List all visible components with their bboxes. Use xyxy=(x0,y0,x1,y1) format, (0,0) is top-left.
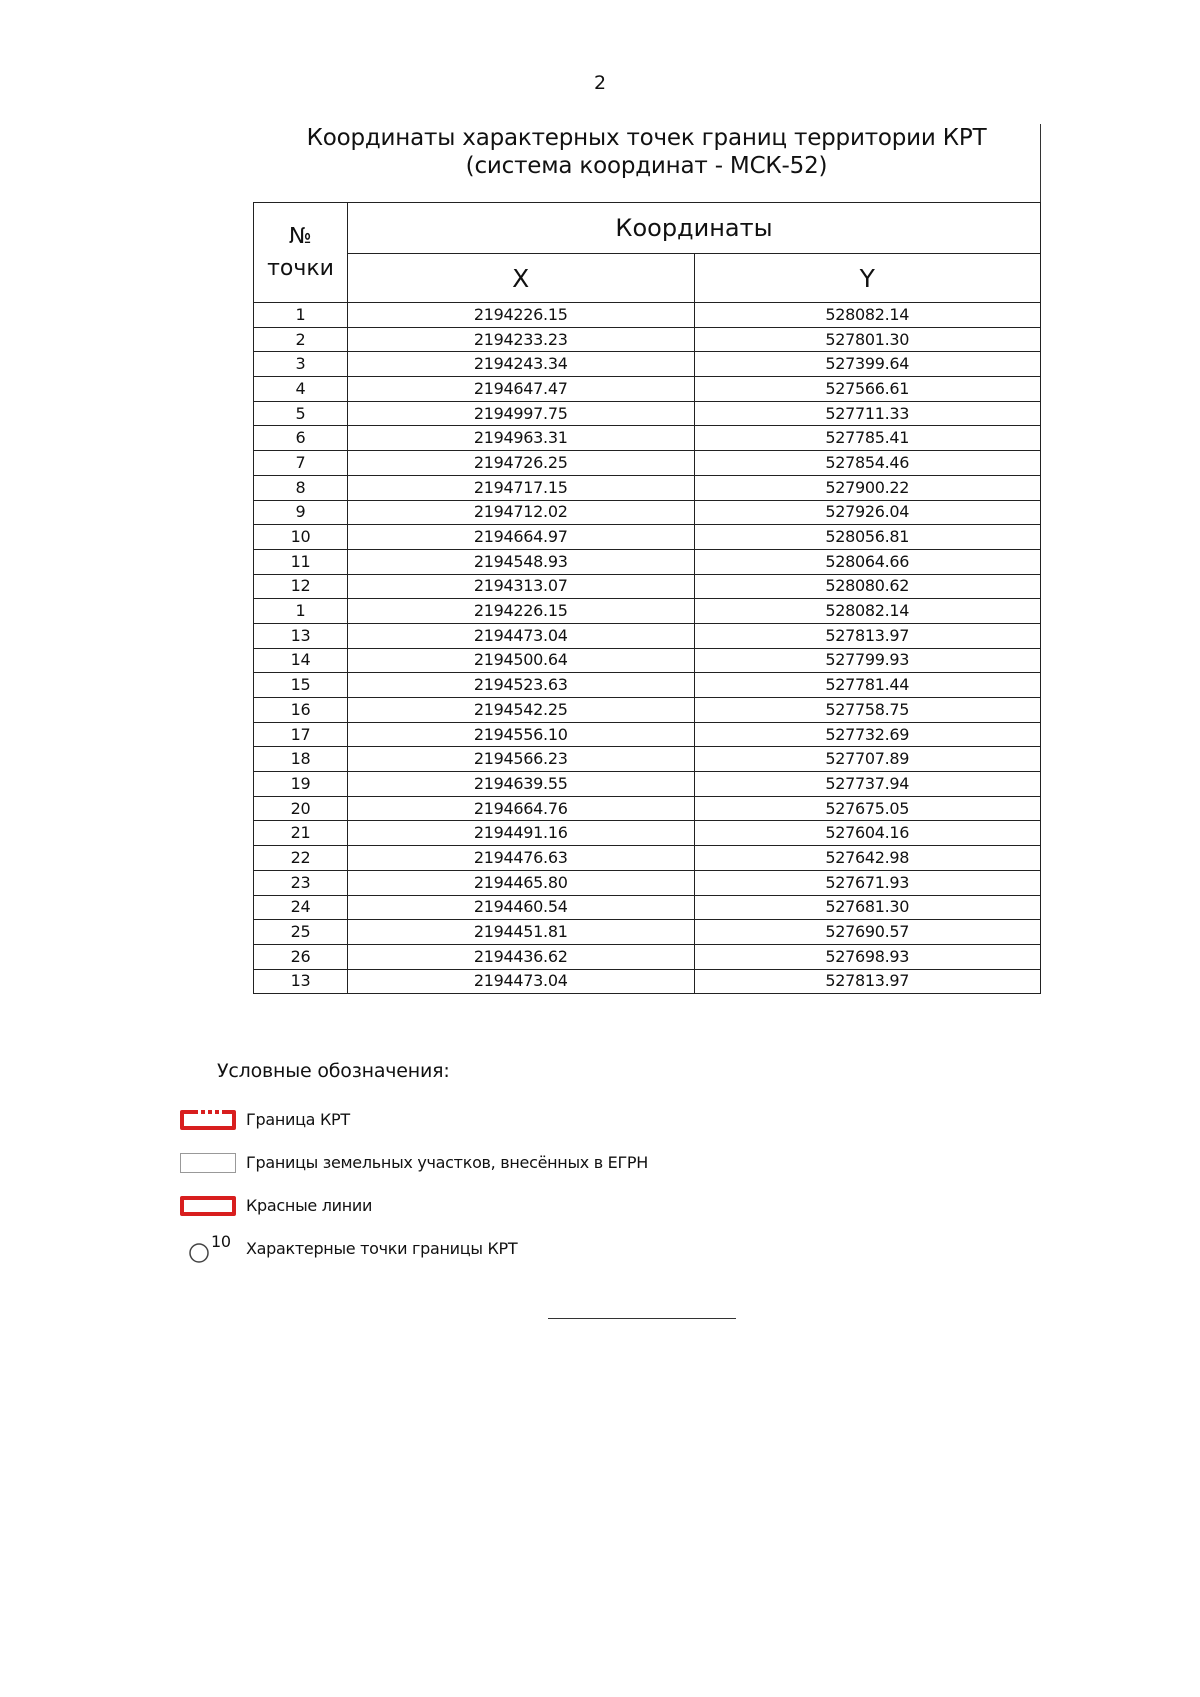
y-coordinate-cell: 527737.94 xyxy=(694,772,1041,797)
x-coordinate-cell: 2194542.25 xyxy=(348,698,695,723)
point-number-cell: 1 xyxy=(254,303,348,328)
x-coordinate-cell: 2194226.15 xyxy=(348,599,695,624)
point-number-cell: 8 xyxy=(254,475,348,500)
point-circle-icon xyxy=(180,1234,236,1264)
table-row xyxy=(254,747,1041,772)
y-header: Y xyxy=(694,254,1041,303)
table-row xyxy=(254,673,1041,698)
legend-label-krt-boundary: Граница КРТ xyxy=(246,1110,350,1129)
x-coordinate-cell: 2194460.54 xyxy=(348,895,695,920)
table-row xyxy=(254,574,1041,599)
y-coordinate-cell: 527698.93 xyxy=(694,944,1041,969)
x-coordinate-cell: 2194647.47 xyxy=(348,377,695,402)
table-row xyxy=(254,772,1041,797)
y-coordinate-cell: 528082.14 xyxy=(694,599,1041,624)
table-row xyxy=(254,944,1041,969)
point-number-cell: 20 xyxy=(254,796,348,821)
table-body xyxy=(254,303,1041,994)
legend-item-parcel-boundaries xyxy=(180,1141,880,1184)
coordinates-table xyxy=(253,202,1041,994)
point-number-cell: 13 xyxy=(254,969,348,994)
title-line-1: Координаты характерных точек границ территории КРТ xyxy=(306,125,987,151)
y-coordinate-cell: 527854.46 xyxy=(694,451,1041,476)
table-title xyxy=(253,124,1041,202)
y-coordinate-cell: 527566.61 xyxy=(694,377,1041,402)
point-number-cell: 7 xyxy=(254,451,348,476)
x-coordinate-cell: 2194473.04 xyxy=(348,969,695,994)
table-row xyxy=(254,525,1041,550)
table-row xyxy=(254,426,1041,451)
x-coordinate-cell: 2194548.93 xyxy=(348,549,695,574)
table-row xyxy=(254,698,1041,723)
table-row xyxy=(254,377,1041,402)
point-number-cell: 21 xyxy=(254,821,348,846)
y-coordinate-cell: 527785.41 xyxy=(694,426,1041,451)
y-coordinate-cell: 527690.57 xyxy=(694,920,1041,945)
x-coordinate-cell: 2194451.81 xyxy=(348,920,695,945)
point-number-cell: 1 xyxy=(254,599,348,624)
y-coordinate-cell: 527900.22 xyxy=(694,475,1041,500)
point-number-cell: 12 xyxy=(254,574,348,599)
x-coordinate-cell: 2194523.63 xyxy=(348,673,695,698)
y-coordinate-cell: 528064.66 xyxy=(694,549,1041,574)
point-number-cell: 6 xyxy=(254,426,348,451)
point-number-cell: 18 xyxy=(254,747,348,772)
y-coordinate-cell: 527813.97 xyxy=(694,623,1041,648)
x-coordinate-cell: 2194963.31 xyxy=(348,426,695,451)
y-coordinate-cell: 527707.89 xyxy=(694,747,1041,772)
point-number-cell: 13 xyxy=(254,623,348,648)
point-sample-number: 10 xyxy=(211,1233,231,1251)
point-number-cell: 26 xyxy=(254,944,348,969)
legend xyxy=(180,1060,880,1270)
table-row xyxy=(254,549,1041,574)
y-coordinate-cell: 527732.69 xyxy=(694,722,1041,747)
x-coordinate-cell: 2194639.55 xyxy=(348,772,695,797)
red-lines-swatch xyxy=(180,1196,236,1216)
point-number-cell: 17 xyxy=(254,722,348,747)
y-coordinate-cell: 527758.75 xyxy=(694,698,1041,723)
point-number-cell: 15 xyxy=(254,673,348,698)
x-coordinate-cell: 2194717.15 xyxy=(348,475,695,500)
point-number-cell: 11 xyxy=(254,549,348,574)
point-number-cell: 25 xyxy=(254,920,348,945)
coordinates-sheet xyxy=(253,124,1041,994)
point-number-cell: 4 xyxy=(254,377,348,402)
y-coordinate-cell: 527399.64 xyxy=(694,352,1041,377)
point-number-cell: 19 xyxy=(254,772,348,797)
table-row xyxy=(254,648,1041,673)
legend-item-boundary-points xyxy=(180,1227,880,1270)
legend-label-parcel-boundaries: Границы земельных участков, внесённых в ЕГРН xyxy=(246,1153,649,1172)
table-row xyxy=(254,846,1041,871)
table-row xyxy=(254,722,1041,747)
y-coordinate-cell: 527675.05 xyxy=(694,796,1041,821)
point-number-cell: 16 xyxy=(254,698,348,723)
x-coordinate-cell: 2194476.63 xyxy=(348,846,695,871)
y-coordinate-cell: 527681.30 xyxy=(694,895,1041,920)
table-row xyxy=(254,352,1041,377)
x-coordinate-cell: 2194436.62 xyxy=(348,944,695,969)
legend-item-krt-boundary xyxy=(180,1098,880,1141)
point-number-cell: 10 xyxy=(254,525,348,550)
legend-label-red-lines: Красные линии xyxy=(246,1196,373,1215)
table-row xyxy=(254,623,1041,648)
x-coordinate-cell: 2194313.07 xyxy=(348,574,695,599)
title-line-2: (система координат - МСК-52) xyxy=(465,153,828,179)
legend-title: Условные обозначения: xyxy=(217,1060,450,1082)
y-coordinate-cell: 527813.97 xyxy=(694,969,1041,994)
point-number-cell: 2 xyxy=(254,327,348,352)
table-row xyxy=(254,475,1041,500)
point-number-cell: 9 xyxy=(254,500,348,525)
y-coordinate-cell: 527926.04 xyxy=(694,500,1041,525)
point-number-cell: 23 xyxy=(254,870,348,895)
table-row xyxy=(254,821,1041,846)
y-coordinate-cell: 527642.98 xyxy=(694,846,1041,871)
point-number-cell: 5 xyxy=(254,401,348,426)
y-coordinate-cell: 528082.14 xyxy=(694,303,1041,328)
table-row xyxy=(254,870,1041,895)
table-row xyxy=(254,920,1041,945)
table-row xyxy=(254,303,1041,328)
x-coordinate-cell: 2194712.02 xyxy=(348,500,695,525)
table-row xyxy=(254,401,1041,426)
y-coordinate-cell: 527801.30 xyxy=(694,327,1041,352)
point-number-cell: 22 xyxy=(254,846,348,871)
point-number-cell: 14 xyxy=(254,648,348,673)
y-coordinate-cell: 527671.93 xyxy=(694,870,1041,895)
page-number: 2 xyxy=(593,72,607,94)
legend-item-red-lines xyxy=(180,1184,880,1227)
x-coordinate-cell: 2194664.76 xyxy=(348,796,695,821)
table-row xyxy=(254,969,1041,994)
table-row xyxy=(254,451,1041,476)
x-coordinate-cell: 2194243.34 xyxy=(348,352,695,377)
y-coordinate-cell: 528080.62 xyxy=(694,574,1041,599)
y-coordinate-cell: 527799.93 xyxy=(694,648,1041,673)
point-number-cell: 3 xyxy=(254,352,348,377)
x-coordinate-cell: 2194556.10 xyxy=(348,722,695,747)
krt-boundary-swatch xyxy=(180,1110,236,1130)
y-coordinate-cell: 527604.16 xyxy=(694,821,1041,846)
table-row xyxy=(254,327,1041,352)
y-coordinate-cell: 527711.33 xyxy=(694,401,1041,426)
y-coordinate-cell: 528056.81 xyxy=(694,525,1041,550)
table-row xyxy=(254,796,1041,821)
x-coordinate-cell: 2194473.04 xyxy=(348,623,695,648)
table-row xyxy=(254,599,1041,624)
x-coordinate-cell: 2194465.80 xyxy=(348,870,695,895)
x-coordinate-cell: 2194664.97 xyxy=(348,525,695,550)
x-coordinate-cell: 2194566.23 xyxy=(348,747,695,772)
table-row xyxy=(254,895,1041,920)
x-coordinate-cell: 2194500.64 xyxy=(348,648,695,673)
y-coordinate-cell: 527781.44 xyxy=(694,673,1041,698)
parcel-boundary-swatch xyxy=(180,1153,236,1173)
x-coordinate-cell: 2194726.25 xyxy=(348,451,695,476)
x-coordinate-cell: 2194997.75 xyxy=(348,401,695,426)
table-row xyxy=(254,500,1041,525)
legend-label-boundary-points: Характерные точки границы КРТ xyxy=(246,1239,518,1258)
x-coordinate-cell: 2194233.23 xyxy=(348,327,695,352)
point-number-header: № точки xyxy=(254,203,348,303)
x-coordinate-cell: 2194226.15 xyxy=(348,303,695,328)
x-header: X xyxy=(348,254,695,303)
coordinates-header: Координаты xyxy=(348,203,1041,254)
footer-divider xyxy=(548,1318,736,1319)
point-number-cell: 24 xyxy=(254,895,348,920)
x-coordinate-cell: 2194491.16 xyxy=(348,821,695,846)
